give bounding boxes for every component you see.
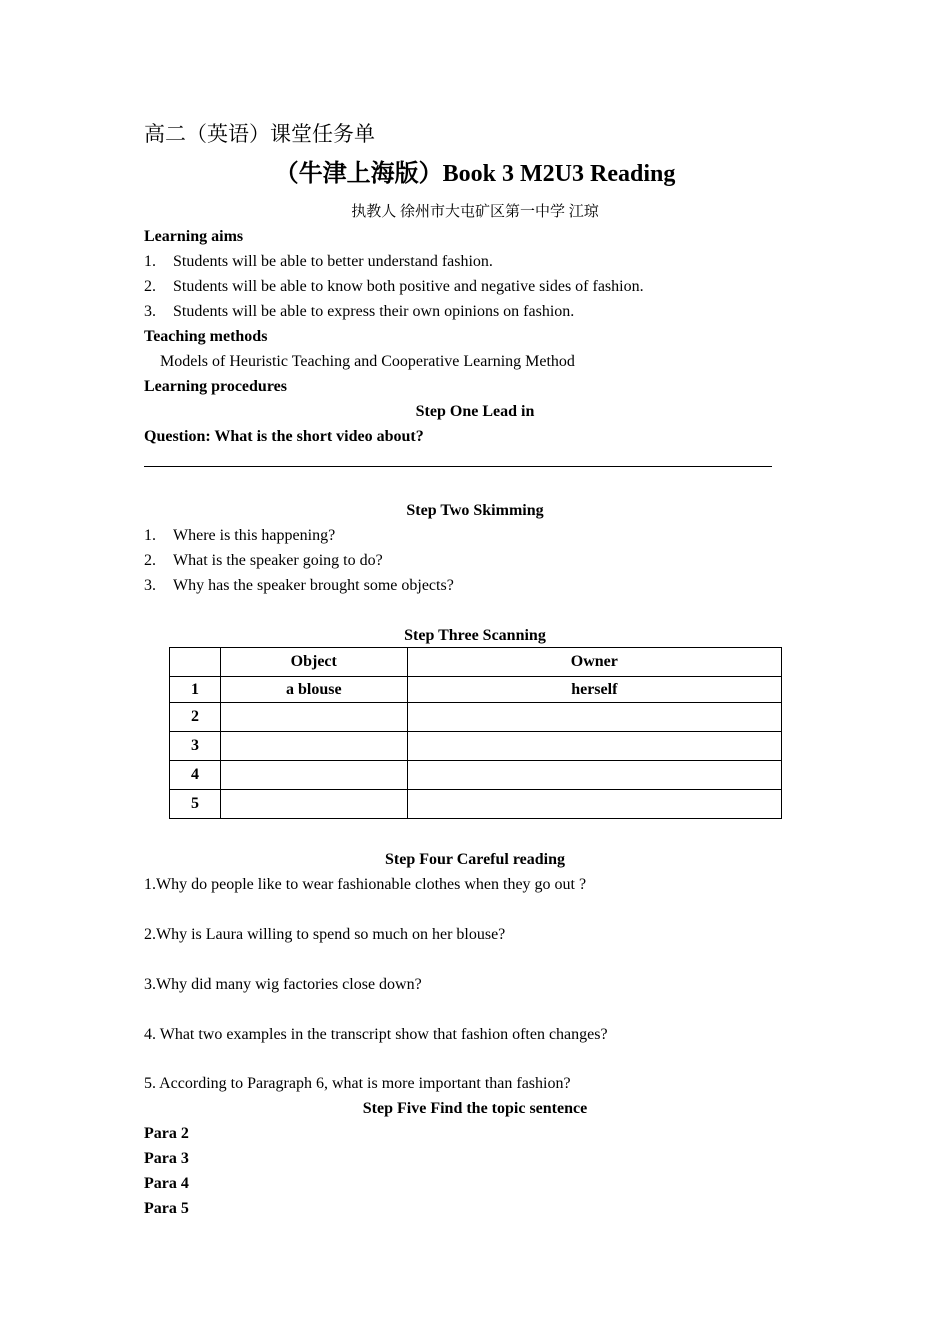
list-number: 2.: [144, 552, 156, 569]
table-cell[interactable]: [220, 761, 407, 790]
table-row: [170, 761, 782, 790]
table-header-cell: Object: [220, 648, 407, 677]
table-cell[interactable]: [407, 703, 781, 732]
table-header-cell: [170, 648, 221, 677]
table-cell[interactable]: [220, 732, 407, 761]
list-text: Where is this happening?: [173, 527, 336, 544]
list-number: 1.: [144, 527, 156, 544]
list-text: What is the speaker going to do?: [173, 552, 383, 569]
teaching-methods-heading: Teaching methods: [144, 328, 268, 345]
list-text: Students will be able to express their own opinions on fashion.: [173, 303, 575, 320]
table-cell[interactable]: [407, 732, 781, 761]
para-label: Para 2: [144, 1125, 189, 1142]
page-title: （牛津上海版）Book 3 M2U3 Reading: [274, 161, 676, 187]
reading-question: 5. According to Paragraph 6, what is more important than fashion?: [144, 1075, 571, 1092]
step-two-heading: Step Two Skimming: [406, 502, 544, 519]
list-text: Students will be able to know both positive and negative sides of fashion.: [173, 278, 644, 295]
reading-question: 4. What two examples in the transcript show that fashion often changes?: [144, 1026, 608, 1043]
aim-item: [144, 252, 493, 272]
table-cell: a blouse: [220, 677, 407, 703]
table-cell: 1: [170, 677, 221, 703]
list-number: 3.: [144, 577, 156, 594]
table-cell[interactable]: [220, 790, 407, 819]
para-label: Para 5: [144, 1200, 189, 1217]
list-text: Why has the speaker brought some objects?: [173, 577, 454, 594]
scanning-table: [169, 647, 782, 819]
step-one-question: Question: What is the short video about?: [144, 428, 424, 445]
table-row: [170, 790, 782, 819]
reading-question: 3.Why did many wig factories close down?: [144, 976, 422, 993]
table-header-row: [170, 648, 782, 677]
step-one-heading: Step One Lead in: [415, 403, 535, 420]
step-five-heading: Step Five Find the topic sentence: [362, 1100, 588, 1117]
step-three-heading: Step Three Scanning: [404, 627, 546, 644]
reading-question: 2.Why is Laura willing to spend so much on her blouse?: [144, 926, 506, 943]
table-header-cell: Owner: [407, 648, 781, 677]
reading-question: 1.Why do people like to wear fashionable clothes when they go out ?: [144, 876, 587, 893]
para-label: Para 4: [144, 1175, 189, 1192]
aim-item: [144, 277, 644, 297]
table-cell[interactable]: [407, 761, 781, 790]
para-label: Para 3: [144, 1150, 189, 1167]
table-cell: 2: [170, 703, 221, 732]
page-title-cn: 高二（英语）课堂任务单: [144, 122, 375, 146]
table-row: [170, 732, 782, 761]
list-text: Students will be able to better understand fashion.: [173, 253, 493, 270]
skimming-item: [144, 576, 454, 596]
list-number: 3.: [144, 303, 156, 320]
aim-item: [144, 302, 574, 322]
list-number: 2.: [144, 278, 156, 295]
table-cell: 3: [170, 732, 221, 761]
table-cell[interactable]: [220, 703, 407, 732]
teaching-methods-text: Models of Heuristic Teaching and Cooperative Learning Method: [160, 353, 575, 370]
answer-line: [144, 466, 772, 467]
list-number: 1.: [144, 253, 156, 270]
table-row: [170, 703, 782, 732]
learning-aims-heading: Learning aims: [144, 228, 244, 245]
step-four-heading: Step Four Careful reading: [384, 851, 565, 868]
teacher-line: 执教人 徐州市大屯矿区第一中学 江琼: [351, 204, 599, 220]
table-cell[interactable]: [407, 790, 781, 819]
table-row: [170, 677, 782, 703]
table-cell: herself: [407, 677, 781, 703]
table-cell: 4: [170, 761, 221, 790]
learning-procedures-heading: Learning procedures: [144, 378, 287, 395]
skimming-item: [144, 526, 335, 546]
skimming-item: [144, 551, 383, 571]
table-cell: 5: [170, 790, 221, 819]
